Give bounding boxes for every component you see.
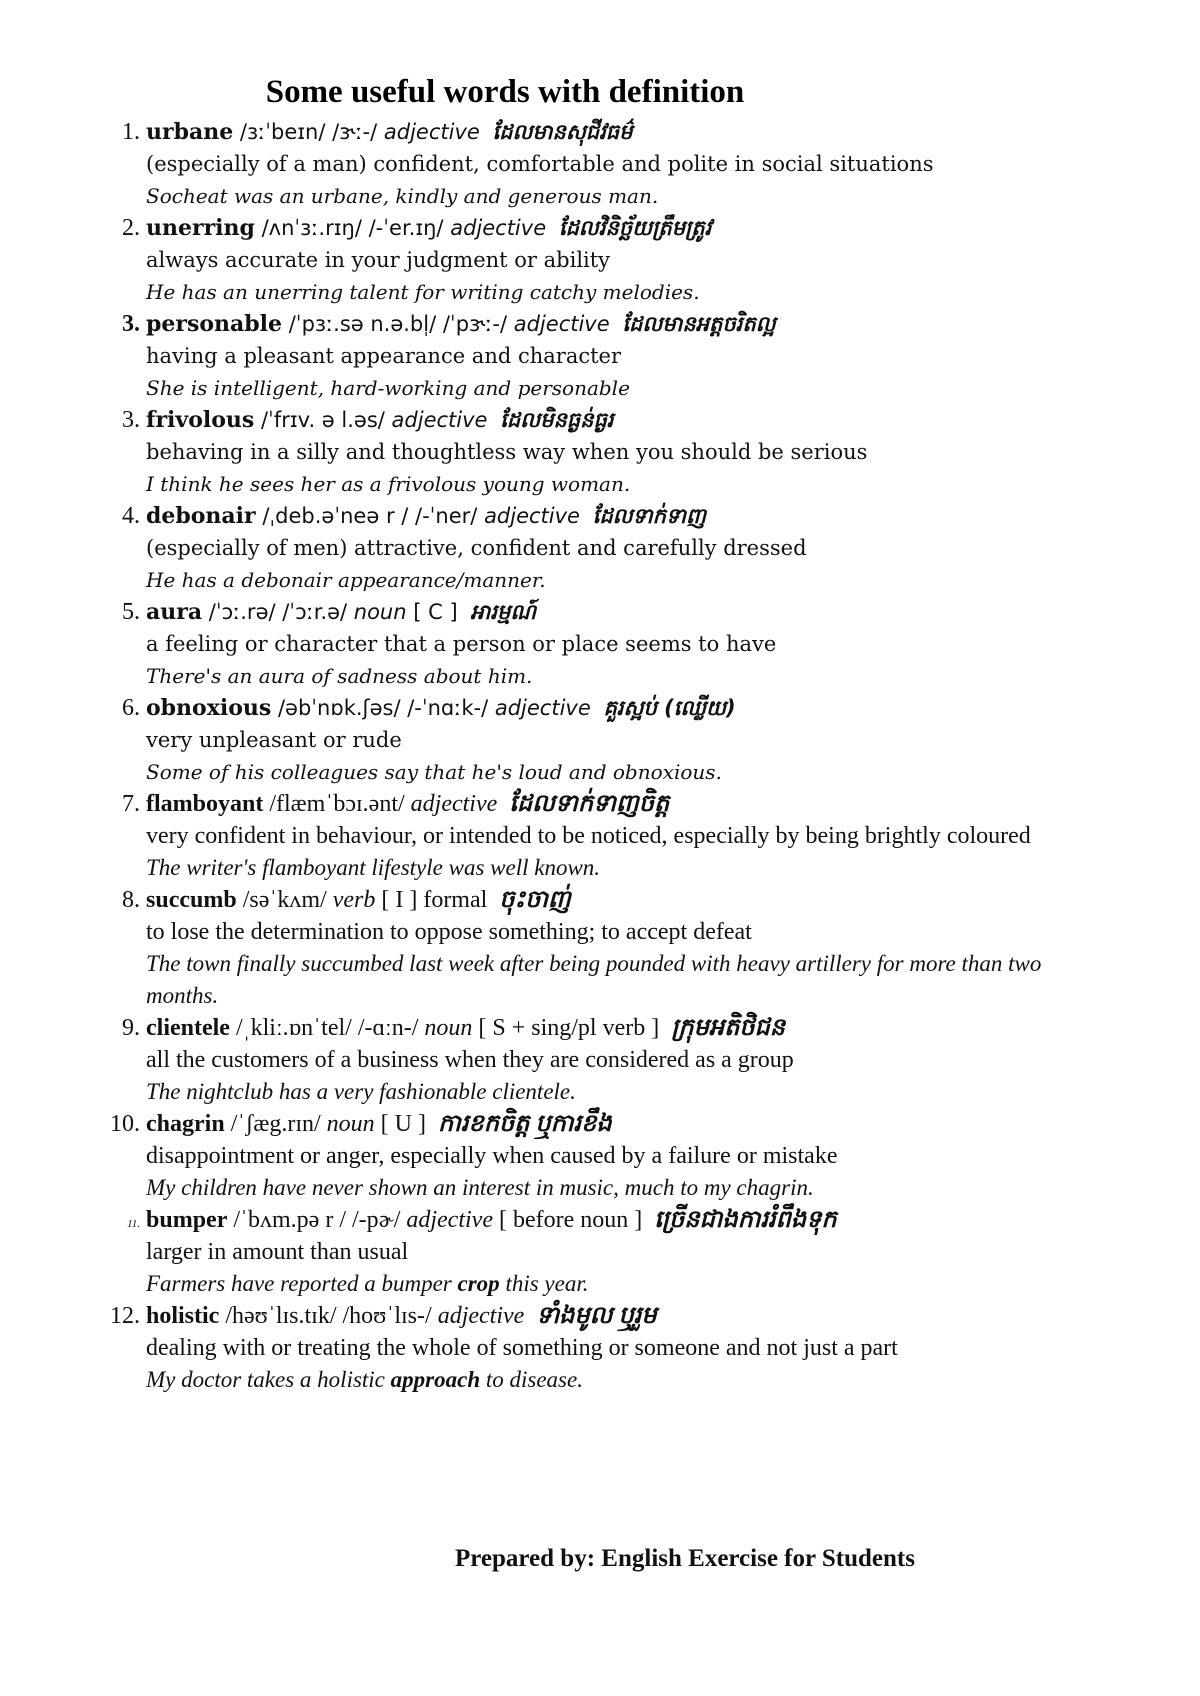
entry-number: 5. (122, 599, 140, 625)
entry-number: 4. (122, 503, 140, 529)
example-text: My doctor takes a holistic (146, 1367, 391, 1392)
word-entry (0, 116, 1200, 212)
entry-definition: very confident in behaviour, or intended to be noticed, especially by being brightly coloured (146, 823, 1031, 849)
entry-part-of-speech: adjective (383, 120, 480, 144)
entry-word: clientele (146, 1015, 230, 1041)
entry-example: The town finally succumbed last week after being pounded with heavy artillery for more than two months. (146, 951, 1042, 1008)
example-text: to disease. (480, 1367, 583, 1392)
entry-headline (146, 692, 1106, 724)
entry-headline (146, 1300, 1106, 1332)
entry-khmer-translation: គួរស្អប់ (ឈ្លើយ) (603, 696, 736, 720)
entry-headline (146, 788, 1106, 820)
word-entry (0, 404, 1200, 500)
entry-definition: dealing with or treating the whole of something or someone and not just a part (146, 1335, 898, 1361)
entry-example: My children have never shown an interest in music, much to my chagrin. (146, 1175, 814, 1200)
entry-pronunciation: /ˌdeb.əˈneə r / /-ˈner/ (262, 504, 478, 528)
entry-word: chagrin (146, 1111, 225, 1137)
word-entry (0, 596, 1200, 692)
entry-example: He has a debonair appearance/manner. (146, 568, 546, 592)
word-entry (0, 212, 1200, 308)
entry-example: The nightclub has a very fashionable clientele. (146, 1079, 576, 1104)
entry-pronunciation: /ˈʃæg.rɪn/ (230, 1111, 321, 1137)
entry-example (146, 1268, 1106, 1300)
example-text: this year. (499, 1271, 589, 1296)
entry-part-of-speech: adjective (513, 312, 610, 336)
entry-example: There's an aura of sadness about him. (146, 664, 533, 688)
entry-khmer-translation: ការខកចិត្ត ឬការខឹង (438, 1111, 612, 1137)
entry-headline (146, 404, 1106, 436)
entry-grammar-note: [ S + sing/pl verb ] (478, 1015, 660, 1041)
entry-pronunciation: /əbˈnɒk.ʃəs/ /-ˈnɑːk-/ (277, 696, 489, 720)
entry-definition: (especially of a man) confident, comfortable and polite in social situations (146, 152, 934, 176)
entry-pronunciation: /həʊˈlɪs.tɪk/ /hoʊˈlɪs-/ (225, 1303, 432, 1329)
entry-definition: having a pleasant appearance and character (146, 344, 622, 368)
entry-pronunciation: /ˈfrɪv. ə l.əs/ (260, 408, 385, 432)
entry-word: frivolous (146, 407, 255, 433)
entry-number: 3. (122, 311, 140, 337)
entry-word: holistic (146, 1303, 220, 1329)
entry-khmer-translation: ដែលវិនិច្ឆ័យត្រឹមត្រូវ (558, 216, 712, 240)
entry-number: 7. (122, 791, 140, 817)
entry-pronunciation: /ˌkliː.ɒnˈtel/ /-ɑːn-/ (235, 1015, 419, 1041)
entry-pronunciation: /ˈbʌm.pə r / /-pɚ/ (233, 1207, 401, 1233)
entry-definition: behaving in a silly and thoughtless way when you should be serious (146, 440, 868, 464)
entry-khmer-translation: ដែលមិនធ្ងន់ធ្ងរ (500, 408, 614, 432)
word-entry (0, 1300, 1200, 1396)
entry-number: 3. (122, 407, 140, 433)
word-entry (0, 500, 1200, 596)
entry-word: aura (146, 599, 203, 625)
entry-headline (146, 1108, 1106, 1140)
entry-example: He has an unerring talent for writing catchy melodies. (146, 280, 700, 304)
entry-example: I think he sees her as a frivolous young woman. (146, 472, 631, 496)
entry-headline (146, 884, 1106, 916)
entry-word: urbane (146, 119, 234, 145)
entry-khmer-translation: ដែលមានសុជីវធម៌ (492, 120, 633, 144)
entry-word: obnoxious (146, 695, 272, 721)
entry-part-of-speech: adjective (484, 504, 580, 528)
entry-khmer-translation: ចុះចាញ់ (499, 887, 571, 913)
entry-definition: (especially of men) attractive, confident and carefully dressed (146, 536, 807, 560)
entry-grammar-note: [ before noun ] (498, 1207, 643, 1233)
entry-khmer-translation: ដែលមានអត្តចរិតល្អ (622, 312, 776, 336)
entry-pronunciation: /ʌnˈɜː.rɪŋ/ /-ˈer.ɪŋ/ (261, 216, 444, 240)
entry-example: Some of his colleagues say that he's loud and obnoxious. (146, 760, 722, 784)
entry-example: Socheat was an urbane, kindly and generous man. (146, 184, 659, 208)
footer-credit: Prepared by: English Exercise for Students (455, 1545, 915, 1572)
entry-number: 9. (122, 1015, 140, 1041)
example-highlight: crop (457, 1271, 500, 1296)
entry-word: unerring (146, 215, 255, 241)
entry-example: She is intelligent, hard-working and personable (146, 376, 630, 400)
entry-definition: disappointment or anger, especially when caused by a failure or mistake (146, 1143, 838, 1169)
entry-khmer-translation: ទាំងមូល ឬរួម (536, 1303, 657, 1329)
entry-number: 12. (110, 1303, 140, 1329)
entry-headline (146, 500, 1106, 532)
entry-headline (146, 212, 1106, 244)
entry-part-of-speech: noun (353, 600, 407, 624)
entry-part-of-speech: adjective (437, 1303, 525, 1329)
entry-part-of-speech: adjective (450, 216, 547, 240)
entry-example (146, 1364, 1106, 1396)
example-highlight: approach (390, 1367, 481, 1392)
entry-pronunciation: /ɜːˈbeɪn/ /ɝː-/ (239, 120, 378, 144)
entry-part-of-speech: noun (424, 1015, 473, 1041)
entry-pronunciation: /ˈɔː.rə/ /ˈɔːr.ə/ (208, 600, 348, 624)
entry-headline (146, 596, 1106, 628)
entry-part-of-speech: adjective (494, 696, 591, 720)
entry-khmer-translation: ច្រើនជាងការរំពឹងទុក (654, 1207, 837, 1233)
entry-number: 6. (122, 695, 140, 721)
page-title: Some useful words with definition (265, 74, 745, 110)
entry-example: The writer's flamboyant lifestyle was well known. (146, 855, 601, 880)
entry-khmer-translation: អារម្មណ៍ (470, 600, 536, 624)
entry-khmer-translation: ដែលទាក់ទាញ (592, 504, 706, 528)
entry-number: 1. (122, 119, 140, 145)
entry-headline (146, 116, 1106, 148)
word-entry (0, 884, 1200, 1012)
entry-number: 2. (122, 215, 140, 241)
entry-headline (146, 1012, 1106, 1044)
entry-number: 11. (127, 1218, 140, 1230)
entry-word: personable (146, 311, 283, 337)
entry-definition: to lose the determination to oppose something; to accept defeat (146, 919, 752, 945)
word-entry (0, 1204, 1200, 1300)
entry-definition: very unpleasant or rude (146, 728, 402, 752)
entry-khmer-translation: ក្រុមអតិថិជន (671, 1015, 786, 1041)
entry-pronunciation: /səˈkʌm/ (242, 887, 327, 913)
entry-number: 8. (122, 887, 140, 913)
entry-word: debonair (146, 503, 256, 529)
entry-number: 10. (110, 1111, 140, 1137)
entry-pronunciation: /ˈpɜː.sə n.ə.bl̩/ /ˈpɝː-/ (288, 312, 508, 336)
word-entry (0, 1108, 1200, 1204)
word-entry (0, 788, 1200, 884)
entry-word: bumper (146, 1207, 228, 1233)
entry-grammar-note: [ C ] (413, 600, 458, 624)
word-entry (0, 308, 1200, 404)
word-list (0, 116, 1200, 1396)
entry-word: flamboyant (146, 791, 264, 817)
entry-word: succumb (146, 887, 237, 913)
entry-khmer-translation: ដែលទាក់ទាញចិត្ត (509, 791, 670, 817)
entry-headline (146, 1204, 1106, 1236)
example-text: Farmers have reported a bumper (146, 1271, 458, 1296)
entry-part-of-speech: adjective (391, 408, 488, 432)
word-entry (0, 1012, 1200, 1108)
entry-part-of-speech: verb (332, 887, 376, 913)
entry-definition: all the customers of a business when they are considered as a group (146, 1047, 794, 1073)
entry-part-of-speech: adjective (406, 1207, 493, 1233)
entry-part-of-speech: noun (326, 1111, 375, 1137)
word-entry (0, 692, 1200, 788)
entry-definition: a feeling or character that a person or place seems to have (146, 632, 777, 656)
entry-definition: always accurate in your judgment or ability (146, 248, 611, 272)
entry-headline (146, 308, 1106, 340)
entry-definition: larger in amount than usual (146, 1239, 409, 1265)
entry-pronunciation: /flæmˈbɔɪ.ənt/ (269, 791, 405, 817)
entry-part-of-speech: adjective (410, 791, 498, 817)
entry-grammar-note: [ U ] (380, 1111, 426, 1137)
entry-grammar-note: [ I ] formal (381, 887, 488, 913)
